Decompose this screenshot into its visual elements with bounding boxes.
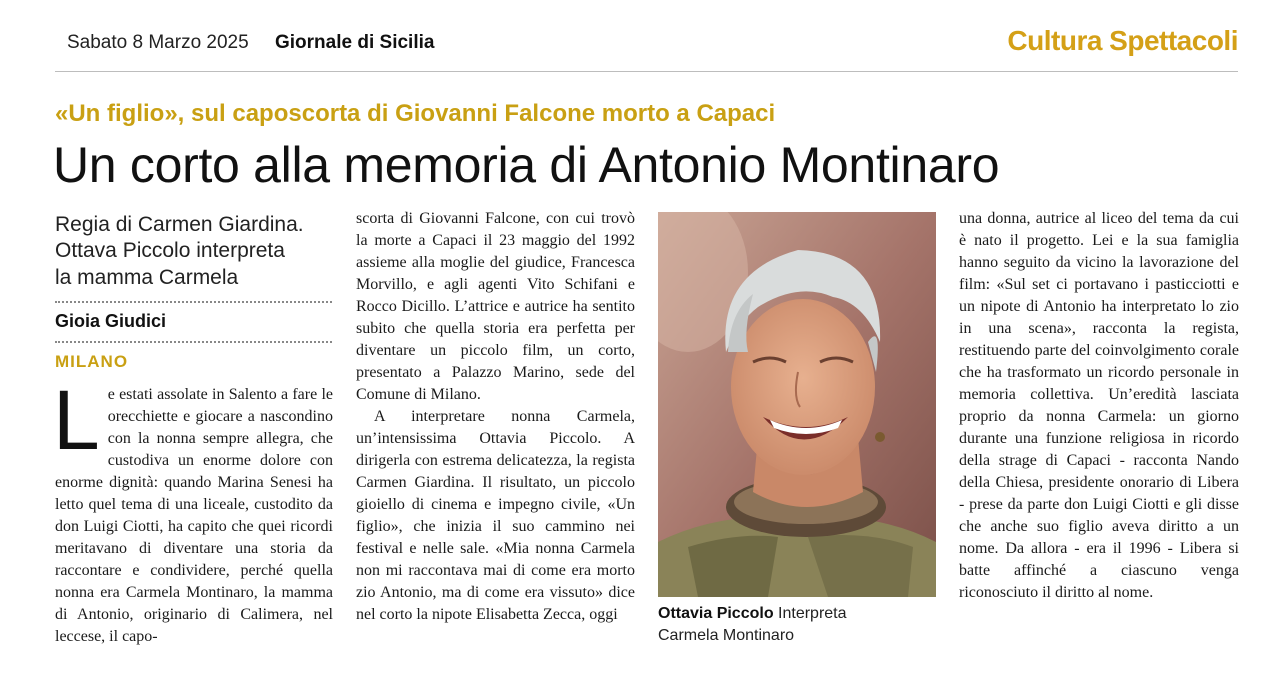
article-kicker: «Un figlio», sul caposcorta di Giovanni Falcone morto a Capaci	[55, 100, 776, 127]
author-byline: Gioia Giudici	[55, 311, 167, 331]
newspaper-name: Giornale di Sicilia	[275, 32, 435, 53]
dotted-divider	[55, 301, 332, 303]
dateline: MILANO	[55, 352, 129, 371]
article-photo	[658, 212, 936, 597]
caption-text: Interpreta	[773, 605, 847, 622]
portrait-image	[658, 212, 936, 597]
subheadline-line-2: Ottava Piccolo interpreta	[55, 239, 285, 263]
paragraph: una donna, autrice al liceo del tema da cui è nato il progetto. Lei e la sua famiglia hanno seguito da vicino la lavorazione del film: «Sul set ci portavano i pasticciotti e un nipote di Antonio ha interpretato lo zio in una scena», racconta la regista, restituendo parte del coinvolgimento corale che ha trasformato un ricordo personale in memoria collettiva. Un’eredità lasciata proprio da nonna Carmela: un giorno durante una funzione religiosa in ricordo della strage di Capaci - racconta Nando della Chiesa, presidente onorario di Libera - prese da parte don Luigi Ciotti e gli disse che anche suo figlio aveva diritto a un nome. Da allora - era il 1996 - Libera si batte affinché a ciascuno venga riconosciuto il diritto al nome.	[959, 210, 1239, 601]
subheadline-line-1: Regia di Carmen Giardina.	[55, 213, 304, 236]
paragraph: scorta di Giovanni Falcone, con cui trovò la morte a Capaci il 23 maggio del 1992 assieme alla moglie del giudice, Francesca Morvillo, e agli agenti Vito Schifani e Rocco Dicillo. L’attrice e autrice ha sentito subito che quella storia era perfetta per diventare un piccolo film, un corto, presentato a Palazzo Marino, sede del Comune di Milano.	[356, 210, 635, 403]
article-column-4	[959, 208, 1239, 604]
paragraph: A interpretare nonna Carmela, un’intensissima Ottavia Piccolo. A dirigerla con estrema delicatezza, la regista Carmen Giardina. Il risultato, un piccolo gioiello di cinema e impegno civile, «Un figlio», che inizia il suo cammino nei festival e nelle sale. «Mia nonna Carmela non mi raccontava mai di come era morto zio Antonio, ma di come era vissuto» dice nel corto la nipote Elisabetta Zecca, oggi	[356, 408, 635, 623]
dotted-divider	[55, 341, 332, 343]
caption-name: Ottavia Piccolo	[658, 605, 774, 622]
paragraph: e estati assolate in Salento a fare le orecchiette e giocare a nascondino con la nonna sempre allegra, che custodiva un enorme dolore con enorme dignità: quando Marina Senesi ha letto quel tema di una liceale, custodito da don Luigi Ciotti, ha capito che quei ricordi meritavano di diventare una storia da raccontare e condividere, perché quella nonna era Carmela Montinaro, la mamma di Antonio, originario di Calimera, nel leccese, il capo-	[55, 386, 333, 645]
article-column-2	[356, 208, 635, 626]
caption-line-2: Carmela Montinaro	[658, 627, 795, 644]
article-column-1	[53, 373, 333, 648]
page-header	[55, 24, 1238, 72]
issue-date: Sabato 8 Marzo 2025	[67, 32, 249, 53]
subheadline-line-3: la mamma Carmela	[55, 265, 239, 289]
photo-caption	[658, 603, 948, 647]
drop-cap: L	[53, 373, 100, 467]
article-headline: Un corto alla memoria di Antonio Montinaro	[53, 137, 1000, 193]
article-subheadline	[55, 212, 335, 291]
section-title: Cultura Spettacoli	[1007, 25, 1238, 56]
